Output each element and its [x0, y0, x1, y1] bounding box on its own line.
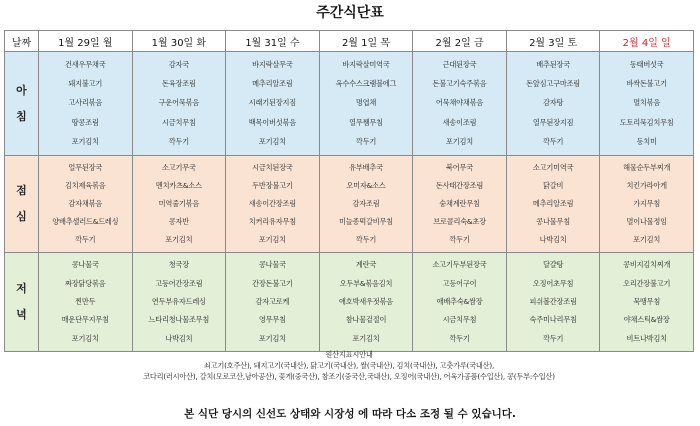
menu-item: 야채스틱&쌈장: [623, 315, 670, 325]
menu-item: 김치제육볶음: [65, 181, 106, 190]
menu-cell: [413, 52, 507, 156]
menu-item: 계란국: [355, 260, 377, 270]
day-header: 2월 3일 토: [506, 31, 600, 52]
menu-item: 영무무침: [258, 315, 286, 325]
menu-item: 소고기무국: [161, 163, 196, 172]
menu-item: 나박김치: [539, 235, 567, 244]
meal-label-char: 녁: [16, 308, 27, 321]
menu-item: 깍두기: [449, 235, 470, 244]
menu-item: 배추된장국: [536, 59, 570, 69]
menu-item: 미늘종떡갈비무침: [338, 217, 393, 226]
menu-item: 나박김치: [165, 333, 193, 343]
menu-cell: [39, 52, 133, 156]
origin-line: 코다리(러시아산), 갈치(모로코산,남아공산), 꽃게(중국산), 참조기(중국산,국내산), 오징어(국내산), 어육가공품(수입산), 콩(두부:수입산): [143, 372, 555, 381]
menu-item: 얼무된장국: [68, 163, 103, 172]
menu-item: 멸이나물정임: [626, 217, 667, 226]
menu-item: 짜장닭당볶음: [65, 278, 106, 288]
menu-item: 오리간장불고기: [623, 278, 671, 288]
meal-label-char: 아: [16, 83, 27, 97]
meal-label-char: 침: [16, 109, 27, 123]
menu-item: 멘치카츠&소스: [155, 181, 202, 190]
menu-item: 콩나물국: [258, 260, 286, 270]
menu-item: 명엽채: [355, 98, 377, 108]
menu-item: 콩비지김치찌개: [623, 260, 671, 270]
menu-item: 오징어초무침: [532, 278, 574, 288]
menu-item: 애호박새우젓볶음: [338, 296, 393, 306]
menu-item: 연두부유자드레싱: [151, 296, 206, 306]
menu-item: 멸치볶음: [633, 98, 661, 108]
dinner-row: [5, 253, 694, 352]
header-row: [5, 31, 694, 52]
menu-item: 열무된장지짐: [532, 117, 574, 127]
menu-item: 감자조림: [352, 199, 380, 208]
menu-item: 깍두기: [449, 333, 470, 343]
menu-cell: [600, 156, 694, 253]
menu-item: 피쉬볼간장조림: [529, 296, 577, 306]
menu-item: 땅콩조림: [71, 117, 99, 127]
menu-item: 깍두기: [168, 137, 189, 147]
meal-label: [5, 52, 39, 156]
menu-item: 깍두기: [75, 235, 96, 244]
menu-item: 매운단무지무침: [61, 315, 109, 325]
menu-item: 감자국: [168, 59, 189, 69]
day-header-holiday: 2월 4일 일: [600, 31, 694, 52]
menu-item: 돼지불고기: [68, 79, 103, 89]
menu-item: 콩나물무침: [536, 217, 570, 226]
menu-cell: [600, 253, 694, 352]
meal-label: [5, 253, 39, 352]
menu-item: 동치미: [636, 137, 657, 147]
menu-item: 브로콜리숙&초장: [433, 217, 486, 226]
menu-item: 치커리유자무침: [248, 217, 296, 226]
menu-cell: [319, 52, 413, 156]
menu-cell: [226, 253, 320, 352]
menu-item: 포기김치: [352, 333, 380, 343]
menu-item: 새송이간장조림: [248, 199, 296, 208]
menu-item: 달걀탕: [542, 260, 564, 270]
menu-item: 가지무침: [633, 199, 661, 208]
menu-item: 새송이조림: [442, 117, 477, 127]
menu-item: 돈불고기숙주볶음: [432, 79, 487, 89]
menu-item: 시금치된장국: [252, 163, 293, 172]
menu-item: 깍두기: [542, 333, 564, 343]
menu-item: 포기김치: [165, 235, 193, 244]
menu-item: 숙주미나리무침: [529, 315, 577, 325]
date-corner-header: 날짜: [5, 31, 39, 52]
menu-item: 치킨가라아게: [626, 181, 667, 190]
menu-item: 바싹돈불고기: [626, 79, 667, 89]
menu-item: 깍두기: [355, 235, 377, 244]
menu-item: 포기김치: [258, 333, 286, 343]
menu-item: 메추리알조림: [252, 79, 293, 89]
menu-item: 바지락살무국: [252, 59, 293, 69]
meal-label-char: 점: [16, 184, 27, 197]
menu-item: 양배추샐러드&드레싱: [52, 217, 119, 226]
menu-item: 바지락살미역국: [342, 59, 390, 69]
menu-item: 두반장불고기: [252, 181, 293, 190]
menu-cell: [319, 253, 413, 352]
menu-item: 감자탕: [542, 98, 564, 108]
meal-label-char: 저: [16, 282, 27, 295]
menu-item: 돈사태간장조림: [435, 181, 484, 190]
menu-item: 참나물겉절이: [345, 315, 387, 325]
menu-cell: [226, 156, 320, 253]
menu-cell: [132, 156, 226, 253]
menu-title: 주간식단표: [316, 5, 384, 21]
menu-item: 구운어묵볶음: [158, 98, 200, 108]
menu-cell: [319, 156, 413, 253]
menu-item: 묵땡무침: [633, 296, 661, 306]
menu-item: 콩자반: [168, 217, 189, 226]
menu-item: 북어무국: [446, 163, 474, 172]
menu-item: 백목이버섯볶음: [248, 117, 296, 127]
menu-item: 깍두기: [542, 137, 564, 147]
menu-cell: [506, 253, 600, 352]
menu-item: 미역줄기볶음: [158, 199, 200, 208]
meal-label-char: 심: [16, 210, 27, 223]
breakfast-row: [5, 52, 694, 156]
menu-cell: [506, 156, 600, 253]
day-header: 2월 1일 목: [319, 31, 413, 52]
menu-item: 열무쨈무침: [349, 117, 383, 127]
day-header: 1월 30일 화: [132, 31, 226, 52]
menu-item: 포기김치: [71, 137, 99, 147]
menu-item: 포기김치: [633, 235, 661, 244]
lunch-row: [5, 156, 694, 253]
menu-item: 해물순두부찌개: [623, 163, 671, 172]
adjustment-notice: 본 식단 당시의 신선도 상태와 시장성 에 따라 다소 조정 될 수 있습니다.: [184, 408, 516, 420]
menu-item: 콩나물국: [71, 260, 99, 270]
menu-item: 옥수수스크램블에그: [335, 79, 397, 89]
menu-item: 포기김치: [446, 137, 474, 147]
menu-item: 오두부&볶음김치: [339, 278, 393, 288]
day-header: 2월 2일 금: [413, 31, 507, 52]
menu-item: 고등어간장조림: [155, 278, 203, 288]
origin-notice: [4, 349, 694, 382]
menu-cell: [506, 52, 600, 156]
menu-item: 동태버섯국: [629, 59, 664, 69]
menu-cell: [600, 52, 694, 156]
meal-label: [5, 156, 39, 253]
menu-cell: [413, 156, 507, 253]
menu-item: 깍두기: [355, 137, 377, 147]
menu-cell: [39, 253, 133, 352]
menu-item: 포기김치: [258, 235, 286, 244]
menu-cell: [132, 52, 226, 156]
menu-item: 고등어구이: [442, 278, 477, 288]
menu-item: 청국장: [168, 260, 189, 270]
menu-item: 건새우무채국: [65, 59, 106, 69]
menu-item: 비트나박김치: [626, 333, 667, 343]
menu-item: 돈앞심고구마조림: [526, 79, 581, 89]
menu-item: 유부배추국: [349, 163, 383, 172]
menu-item: 포기김치: [258, 137, 286, 147]
menu-cell: [132, 253, 226, 352]
menu-item: 시래기된장지짐: [248, 98, 296, 108]
origin-line: 쇠고기(호주산), 돼지고기(국내산), 닭고기(국내산), 쌀(국내산), 김치(국내산), 고춧가루(국내산),: [203, 361, 495, 370]
menu-item: 포기김치: [71, 333, 99, 343]
day-header: 1월 29일 월: [39, 31, 133, 52]
menu-item: 근대된장국: [442, 59, 477, 69]
weekly-menu-table: [4, 30, 694, 352]
menu-item: 애배추숙&쌈장: [436, 296, 483, 306]
menu-item: 시금치무침: [161, 117, 196, 127]
menu-item: 오미자&소스: [346, 181, 386, 190]
menu-item: 돈육장조림: [161, 79, 196, 89]
menu-cell: [39, 156, 133, 253]
menu-item: 소고기미역국: [532, 163, 574, 172]
menu-item: 숭채계란무침: [439, 199, 480, 208]
menu-item: 느타리청나물조무침: [148, 315, 210, 325]
menu-item: 감자고로케: [255, 296, 290, 306]
menu-item: 간장돈불고기: [252, 278, 293, 288]
menu-item: 소고기두부된장국: [432, 260, 487, 270]
day-header: 1월 31일 수: [226, 31, 320, 52]
origin-heading: 원산지표시안내: [325, 350, 373, 359]
menu-item: 찐만두: [75, 296, 96, 306]
menu-item: 시금치무침: [442, 315, 477, 325]
menu-item: 도토리묵김치무침: [619, 117, 674, 127]
menu-item: 고사리볶음: [68, 98, 103, 108]
menu-item: 메추리알조림: [532, 199, 574, 208]
menu-item: 감자채볶음: [68, 199, 103, 208]
menu-item: 닭갈비: [542, 181, 564, 190]
menu-item: 어묵채야채볶음: [435, 98, 484, 108]
menu-cell: [413, 253, 507, 352]
menu-cell: [226, 52, 320, 156]
